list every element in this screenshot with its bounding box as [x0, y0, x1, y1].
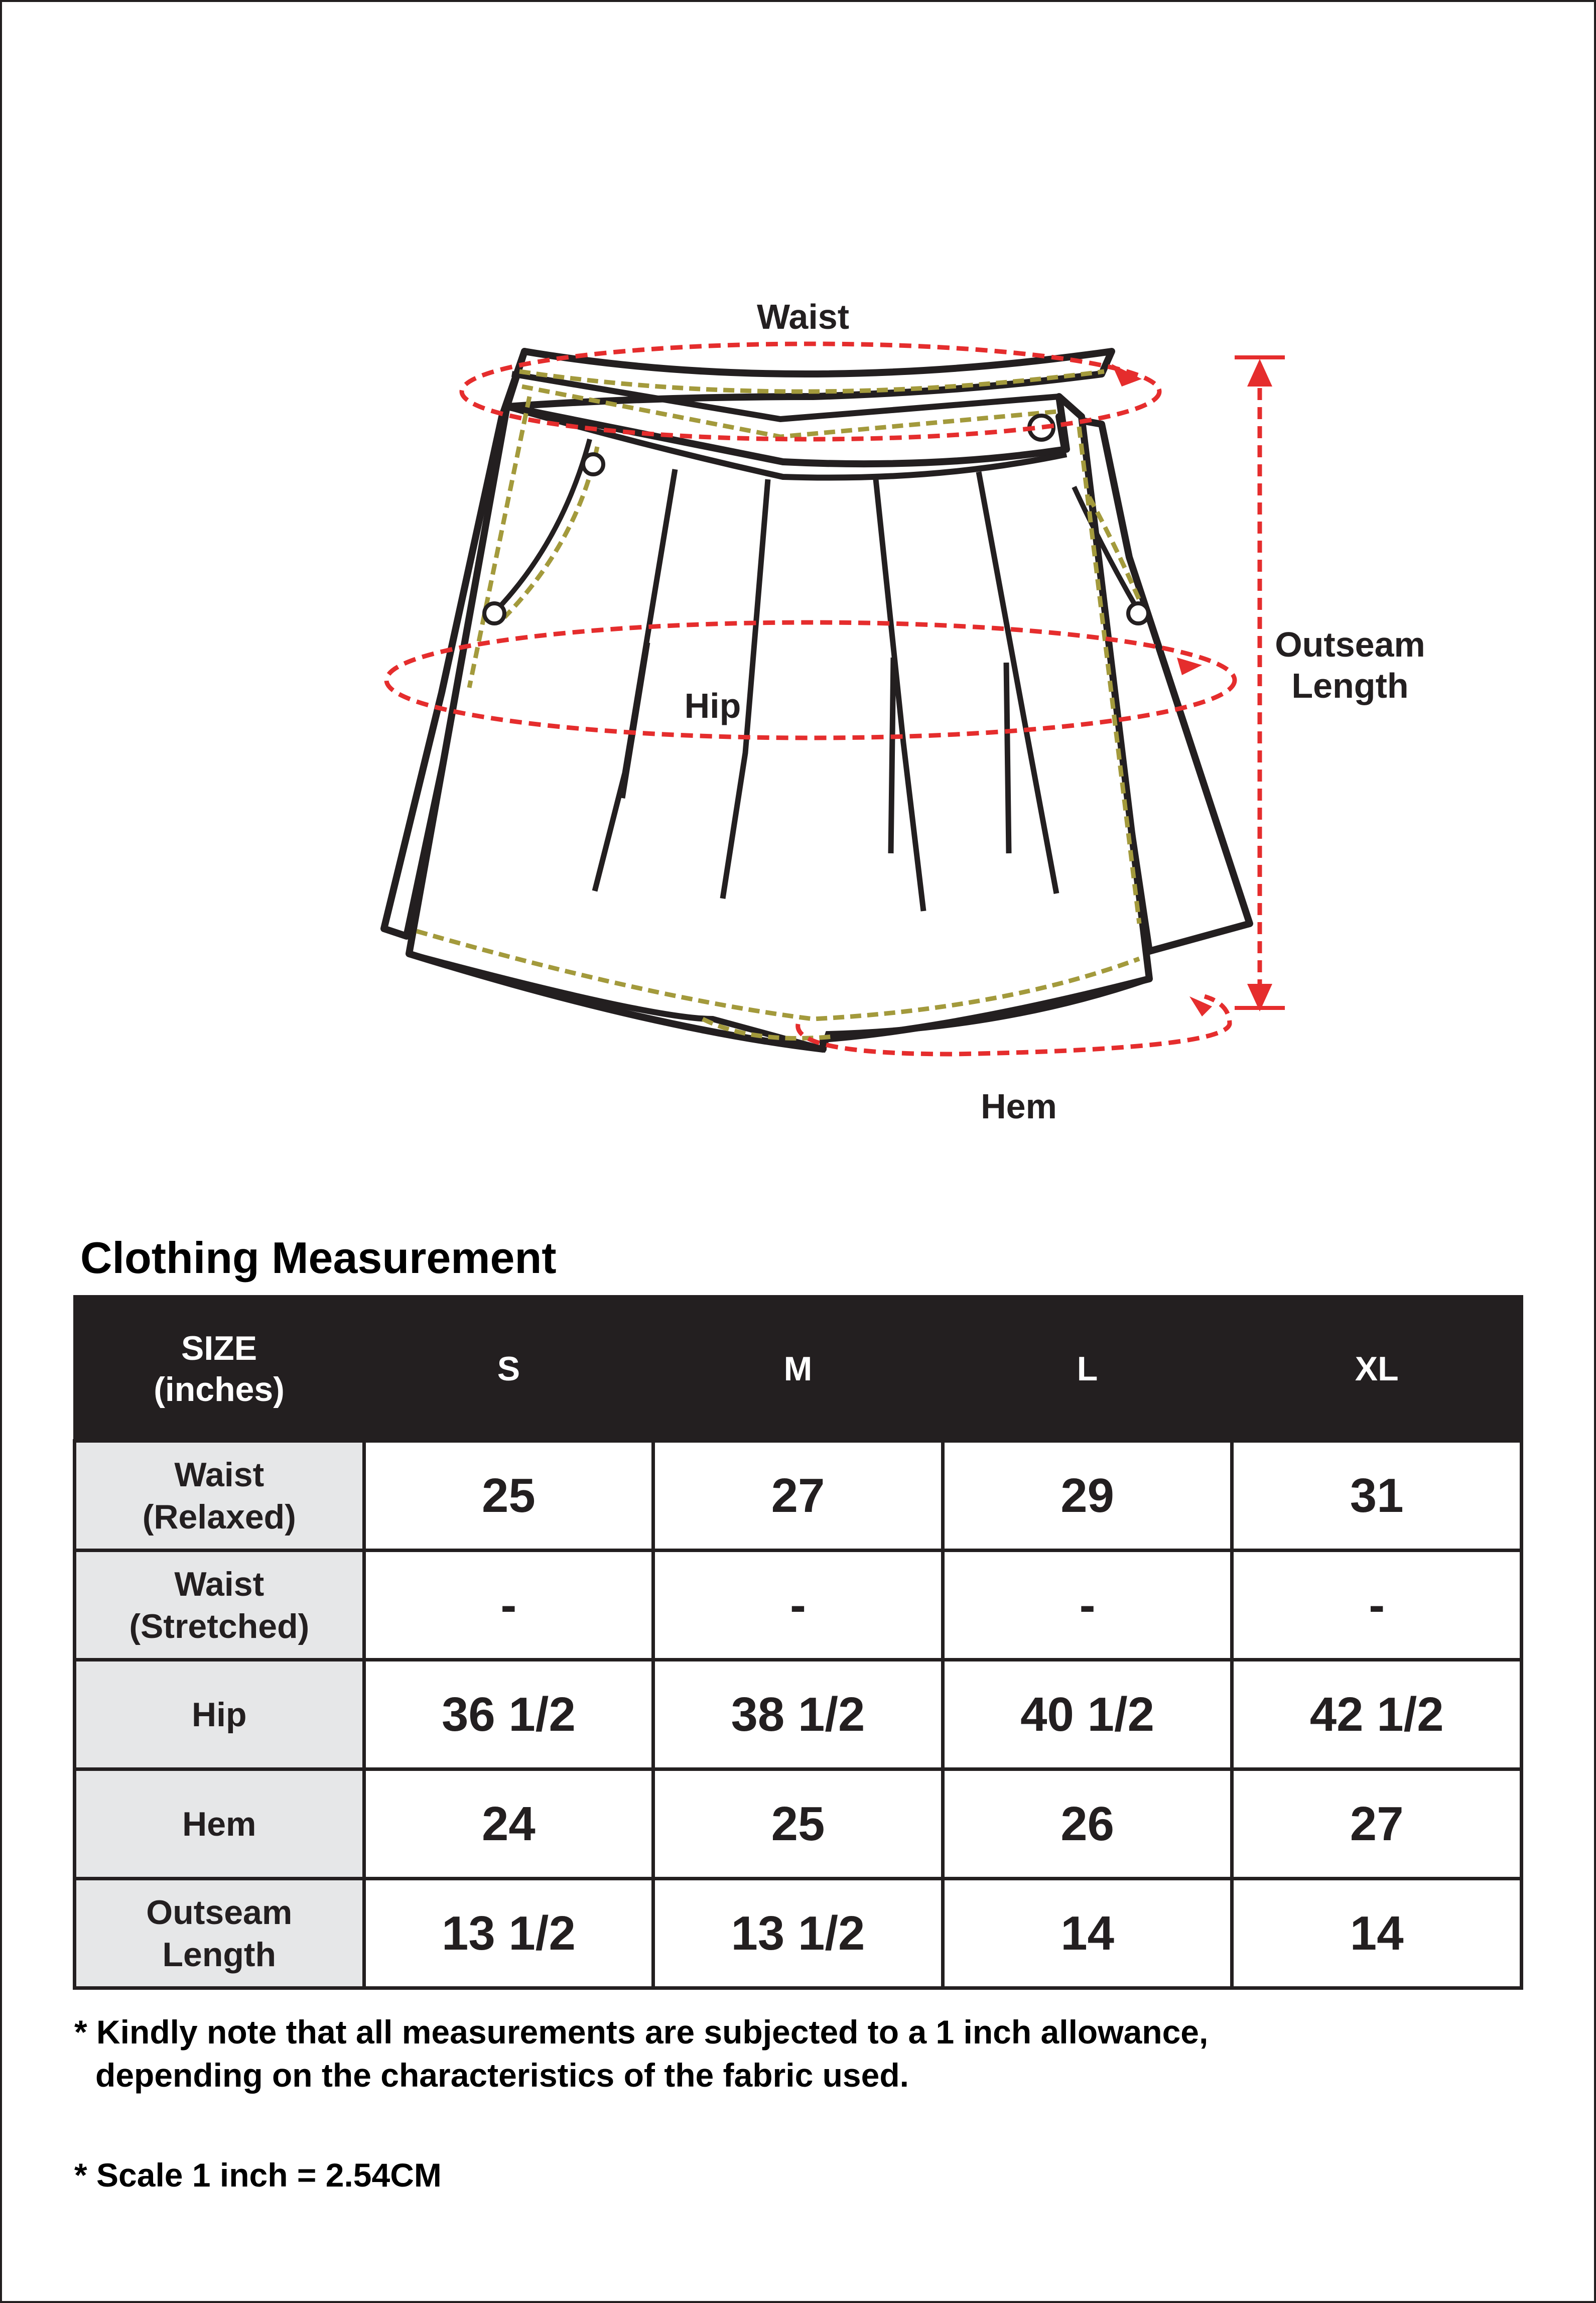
- hem-label: Hem: [981, 1087, 1057, 1126]
- scale-note: * Scale 1 inch = 2.54CM: [74, 2156, 442, 2194]
- table-row-hip: [75, 1660, 1522, 1769]
- row-label: [75, 1879, 364, 1988]
- size-header-cell: [75, 1297, 364, 1441]
- table-cell: -: [943, 1551, 1232, 1660]
- table-cell: 29: [943, 1441, 1232, 1551]
- size-header-line2: (inches): [154, 1370, 285, 1409]
- size-header-line1: SIZE: [181, 1329, 257, 1367]
- size-xl-header: XL: [1232, 1297, 1522, 1441]
- outseam-label: [1255, 624, 1445, 706]
- row-label: [75, 1441, 364, 1551]
- hip-label: Hip: [684, 686, 741, 725]
- table-cell: 24: [364, 1769, 653, 1879]
- allowance-note-line1: * Kindly note that all measurements are subjected to a 1 inch allowance,: [74, 2013, 1209, 2051]
- row-label-line2: (Relaxed): [142, 1497, 296, 1536]
- table-cell: 38 1/2: [653, 1660, 943, 1769]
- size-m-header: M: [653, 1297, 943, 1441]
- size-l-header: L: [943, 1297, 1232, 1441]
- outseam-label-line1: Outseam: [1275, 625, 1425, 664]
- outseam-label-line2: Length: [1291, 666, 1409, 705]
- allowance-note: [74, 2010, 1208, 2097]
- table-cell: 42 1/2: [1232, 1660, 1522, 1769]
- table-cell: 26: [943, 1769, 1232, 1879]
- size-chart-table: [73, 1295, 1523, 1990]
- table-cell: 13 1/2: [364, 1879, 653, 1988]
- table-cell: 31: [1232, 1441, 1522, 1551]
- row-label-line1: Waist: [174, 1565, 264, 1603]
- table-cell: -: [364, 1551, 653, 1660]
- table-row-outseam-length: [75, 1879, 1522, 1988]
- table-row-hem: [75, 1769, 1522, 1879]
- row-label-line1: Outseam: [146, 1893, 293, 1932]
- section-title: Clothing Measurement: [80, 1233, 557, 1283]
- table-cell: 27: [1232, 1769, 1522, 1879]
- waist-label: Waist: [756, 297, 850, 336]
- row-label-line1: Waist: [174, 1455, 264, 1494]
- row-label: Hip: [75, 1660, 364, 1769]
- table-row-waist-relaxed: [75, 1441, 1522, 1551]
- size-s-header: S: [364, 1297, 653, 1441]
- table-cell: 25: [653, 1769, 943, 1879]
- table-cell: -: [1232, 1551, 1522, 1660]
- row-label: Hem: [75, 1769, 364, 1879]
- table-cell: 14: [943, 1879, 1232, 1988]
- table-cell: 13 1/2: [653, 1879, 943, 1988]
- table-cell: 14: [1232, 1879, 1522, 1988]
- table-cell: -: [653, 1551, 943, 1660]
- table-cell: 27: [653, 1441, 943, 1551]
- table-cell: 25: [364, 1441, 653, 1551]
- row-label-line2: Length: [162, 1935, 277, 1974]
- row-label-line2: (Stretched): [129, 1607, 310, 1645]
- allowance-note-line2: depending on the characteristics of the fabric used.: [95, 2057, 909, 2094]
- table-row-waist-stretched: [75, 1551, 1522, 1660]
- table-cell: 40 1/2: [943, 1660, 1232, 1769]
- table-cell: 36 1/2: [364, 1660, 653, 1769]
- table-header-row: [75, 1297, 1522, 1441]
- row-label: [75, 1551, 364, 1660]
